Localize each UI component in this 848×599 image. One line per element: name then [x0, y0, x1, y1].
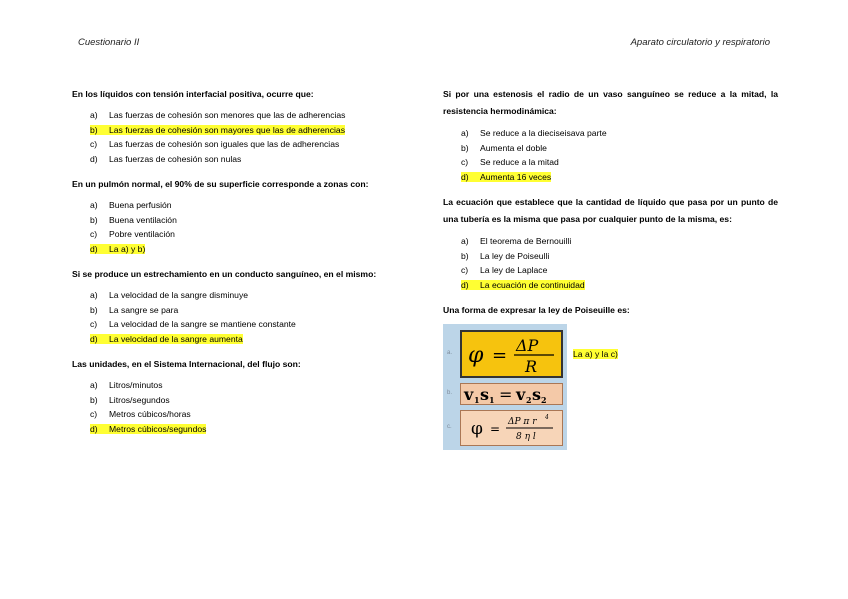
option-text: Buena perfusión [109, 200, 172, 210]
highlighted-answer [90, 424, 206, 434]
formula-b-svg [461, 384, 562, 404]
highlighted-answer [461, 280, 585, 290]
svg-text:φ: φ [471, 419, 483, 439]
option-item [461, 278, 778, 293]
question-block [72, 356, 412, 436]
svg-text:ΔP π r: ΔP π r [508, 417, 537, 427]
option-text: Las fuerzas de cohesión son mayores que las de adherencias [109, 124, 345, 135]
question-text: Una forma de expresar la ley de Poiseuille es: [443, 305, 630, 315]
svg-text:1: 1 [489, 395, 495, 404]
option-content [90, 395, 170, 405]
option-content [461, 128, 607, 138]
formula-label: a. [447, 350, 453, 356]
option-letter: d) [461, 171, 469, 182]
formula-c-svg [461, 411, 562, 445]
option-letter: a) [90, 200, 98, 210]
option-item [90, 332, 412, 347]
option-content [90, 215, 177, 225]
options-list [443, 126, 778, 184]
option-item [461, 234, 778, 249]
svg-text:v: v [464, 385, 474, 404]
right-column [443, 86, 778, 450]
option-item [90, 317, 412, 332]
svg-text:=: = [499, 385, 513, 404]
highlighted-answer [461, 172, 551, 182]
highlighted-answer [90, 334, 243, 344]
option-text: La a) y b) [109, 243, 146, 254]
option-letter: c) [90, 409, 98, 419]
question-block [72, 266, 412, 346]
formula-row [443, 324, 778, 450]
option-letter: c) [90, 319, 98, 329]
option-text: El teorema de Bernouilli [480, 236, 572, 246]
option-letter: c) [90, 139, 98, 149]
option-letter: a) [90, 380, 98, 390]
formula-answer: La a) y la c) [573, 349, 618, 359]
svg-text:=: = [492, 345, 508, 366]
svg-text:2: 2 [541, 395, 547, 404]
option-content [461, 157, 559, 167]
option-content [90, 154, 241, 164]
option-item [461, 170, 778, 185]
option-text: La ley de Laplace [480, 265, 548, 275]
option-content [461, 143, 547, 153]
option-content [90, 409, 191, 419]
formula-label: b. [447, 390, 453, 396]
option-text: La velocidad de la sangre aumenta [109, 333, 243, 344]
svg-text:ΔP: ΔP [516, 336, 539, 355]
option-item [90, 123, 412, 138]
highlighted-answer [90, 125, 345, 135]
option-item [90, 303, 412, 318]
option-content [90, 380, 163, 390]
option-item [90, 108, 412, 123]
svg-text:φ: φ [468, 343, 484, 368]
option-letter: d) [90, 153, 98, 164]
option-content [461, 251, 549, 261]
option-text: La velocidad de la sangre disminuye [109, 290, 249, 300]
option-content [90, 319, 296, 329]
option-content [461, 236, 571, 246]
option-letter: a) [461, 236, 469, 246]
option-item [90, 213, 412, 228]
option-item [90, 393, 412, 408]
option-text: Aumenta 16 veces [480, 171, 552, 182]
option-text: Las fuerzas de cohesión son nulas [109, 153, 242, 164]
option-letter: b) [90, 214, 98, 225]
question-text: Las unidades, en el Sistema Internacional, del flujo son: [72, 359, 301, 369]
question-block [72, 86, 412, 166]
option-letter: d) [90, 423, 98, 434]
question-text: Si por una estenosis el radio de un vaso sanguíneo se reduce a la mitad, la resistencia hermodinámica: [443, 89, 778, 116]
option-text: La ley de Poiseulli [480, 250, 550, 261]
option-item [461, 126, 778, 141]
question-text: En un pulmón normal, el 90% de su superficie corresponde a zonas con: [72, 179, 369, 189]
option-item [90, 152, 412, 167]
option-letter: a) [90, 110, 98, 120]
options-list [72, 198, 412, 256]
option-letter: c) [461, 265, 469, 275]
option-item [461, 141, 778, 156]
option-letter: b) [90, 304, 98, 315]
svg-text:1: 1 [474, 395, 480, 404]
formula-label: c. [447, 424, 452, 430]
question-text: Si se produce un estrechamiento en un conducto sanguíneo, en el mismo: [72, 269, 377, 279]
option-item [461, 263, 778, 278]
option-letter: b) [461, 250, 469, 261]
header-right-title: Aparato circulatorio y respiratorio [630, 37, 770, 48]
option-content [90, 305, 178, 315]
option-letter: c) [90, 229, 98, 239]
option-content [90, 110, 345, 120]
option-text: Litros/segundos [109, 394, 170, 405]
option-letter: d) [90, 243, 98, 254]
option-letter: b) [90, 124, 98, 135]
formula-b [460, 383, 563, 405]
formula-image [443, 324, 567, 450]
svg-text:8 η l: 8 η l [516, 432, 536, 442]
question-block [72, 176, 412, 256]
question-text: En los líquidos con tensión interfacial positiva, ocurre que: [72, 89, 314, 99]
option-item [461, 155, 778, 170]
option-item [90, 227, 412, 242]
option-text: La ecuación de continuidad [480, 279, 585, 290]
option-item [90, 198, 412, 213]
svg-text:R: R [525, 357, 538, 376]
option-text: Las fuerzas de cohesión son iguales que las de adherencias [109, 139, 340, 149]
option-content [90, 139, 339, 149]
left-column [72, 86, 412, 446]
option-item [90, 378, 412, 393]
option-letter: a) [90, 290, 98, 300]
question-text: La ecuación que establece que la cantidad de líquido que pasa por un punto de una tubería es la misma que pasa por cualquier punto de la misma, es: [443, 197, 778, 224]
option-content [90, 229, 175, 239]
options-list [72, 108, 412, 166]
option-text: Se reduce a la dieciseisava parte [480, 128, 607, 138]
option-text: La velocidad de la sangre se mantiene constante [109, 319, 296, 329]
highlighted-answer [90, 244, 145, 254]
option-item [90, 407, 412, 422]
option-letter: d) [461, 279, 469, 290]
option-text: Pobre ventilación [109, 229, 175, 239]
option-text: La sangre se para [109, 304, 179, 315]
header-left-title: Cuestionario II [78, 37, 140, 48]
option-item [90, 422, 412, 437]
option-letter: b) [461, 142, 469, 153]
options-list [443, 234, 778, 292]
option-content [90, 290, 248, 300]
option-item [90, 288, 412, 303]
option-item [461, 249, 778, 264]
svg-text:=: = [490, 422, 501, 436]
option-text: Aumenta el doble [480, 142, 547, 153]
question-block [443, 86, 778, 184]
question-block [443, 302, 778, 450]
svg-text:2: 2 [526, 395, 532, 404]
option-text: Metros cúbicos/segundos [109, 423, 207, 434]
formula-c [460, 410, 563, 446]
option-letter: d) [90, 333, 98, 344]
option-letter: b) [90, 394, 98, 405]
option-text: Litros/minutos [109, 380, 163, 390]
formula-a-svg [462, 332, 561, 376]
svg-text:4: 4 [545, 414, 549, 421]
formula-a [460, 330, 563, 378]
svg-text:v: v [516, 385, 526, 404]
svg-text:s: s [480, 385, 490, 404]
options-list [72, 288, 412, 346]
option-item [90, 137, 412, 152]
option-content [461, 265, 547, 275]
option-text: Las fuerzas de cohesión son menores que las de adherencias [109, 110, 346, 120]
option-letter: a) [461, 128, 469, 138]
svg-text:s: s [532, 385, 542, 404]
option-text: Se reduce a la mitad [480, 157, 559, 167]
question-block [443, 194, 778, 292]
option-item [90, 242, 412, 257]
option-text: Metros cúbicos/horas [109, 409, 191, 419]
option-letter: c) [461, 157, 469, 167]
options-list [72, 378, 412, 436]
option-content [90, 200, 172, 210]
option-text: Buena ventilación [109, 214, 177, 225]
